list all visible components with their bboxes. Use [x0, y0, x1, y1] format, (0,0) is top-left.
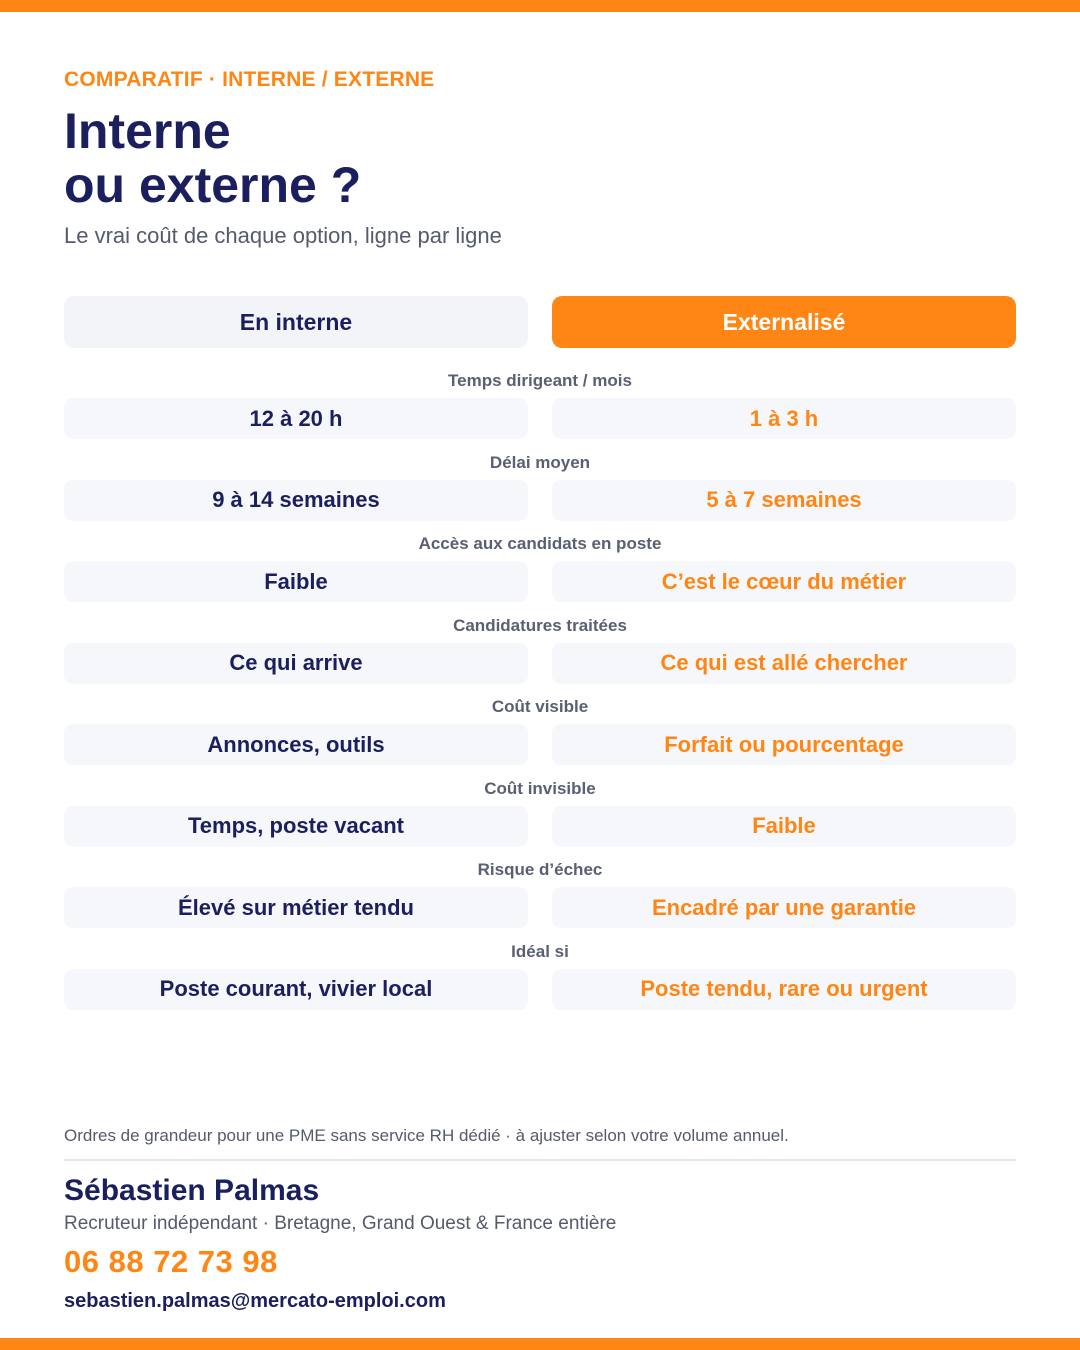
- row-label: Coût visible: [491, 697, 589, 716]
- external-value: C’est le cœur du métier: [552, 561, 1016, 602]
- comparison-row: [64, 529, 1016, 611]
- eyebrow-label: COMPARATIF · INTERNE / EXTERNE: [64, 68, 435, 91]
- column-header-internal: En interne: [64, 296, 528, 348]
- comparison-row: [64, 937, 1016, 1019]
- column-header-external: Externalisé: [552, 296, 1016, 348]
- internal-value: 12 à 20 h: [64, 398, 528, 439]
- comparison-row: [64, 692, 1016, 774]
- external-value: Faible: [552, 806, 1016, 847]
- internal-value: Temps, poste vacant: [64, 806, 528, 847]
- footnote: Ordres de grandeur pour une PME sans service RH dédié · à ajuster selon votre volume annuel.: [64, 1126, 789, 1145]
- external-value: Poste tendu, rare ou urgent: [552, 969, 1016, 1010]
- author-role: Recruteur indépendant · Bretagne, Grand Ouest & France entière: [64, 1213, 617, 1234]
- row-label: Idéal si: [511, 941, 569, 961]
- external-value: Forfait ou pourcentage: [552, 724, 1016, 765]
- row-label: Délai moyen: [489, 452, 591, 472]
- divider: [64, 1159, 1016, 1161]
- internal-value: Faible: [64, 561, 528, 602]
- comparison-row: [64, 366, 1016, 448]
- row-label: Temps dirigeant / mois: [448, 371, 632, 390]
- email-address[interactable]: sebastien.palmas@mercato-emploi.com: [64, 1290, 446, 1312]
- internal-value: Poste courant, vivier local: [64, 969, 528, 1010]
- page-subtitle: Le vrai coût de chaque option, ligne par ligne: [64, 223, 502, 248]
- bottom-accent-bar: [0, 1338, 1080, 1350]
- internal-value: Ce qui arrive: [64, 643, 528, 684]
- row-label: Accès aux candidats en poste: [418, 534, 662, 553]
- comparison-table: [64, 366, 1016, 1018]
- external-value: Ce qui est allé chercher: [552, 643, 1016, 684]
- phone-number[interactable]: 06 88 72 73 98: [64, 1244, 278, 1279]
- comparison-row: [64, 855, 1016, 937]
- external-value: 5 à 7 semaines: [552, 480, 1016, 521]
- top-accent-bar: [0, 0, 1080, 12]
- title-line-1: Interne: [64, 103, 231, 159]
- page-title: [64, 104, 361, 212]
- comparison-row: [64, 611, 1016, 693]
- comparison-row: [64, 448, 1016, 530]
- row-label: Risque d’échec: [477, 860, 603, 879]
- internal-value: Élevé sur métier tendu: [64, 887, 528, 928]
- internal-value: 9 à 14 semaines: [64, 480, 528, 521]
- comparison-row: [64, 774, 1016, 856]
- internal-value: Annonces, outils: [64, 724, 528, 765]
- external-value: Encadré par une garantie: [552, 887, 1016, 928]
- row-label: Candidatures traitées: [453, 615, 627, 635]
- external-value: 1 à 3 h: [552, 398, 1016, 439]
- author-name: Sébastien Palmas: [64, 1174, 320, 1207]
- row-label: Coût invisible: [484, 778, 596, 798]
- title-line-2: ou externe ?: [64, 157, 362, 213]
